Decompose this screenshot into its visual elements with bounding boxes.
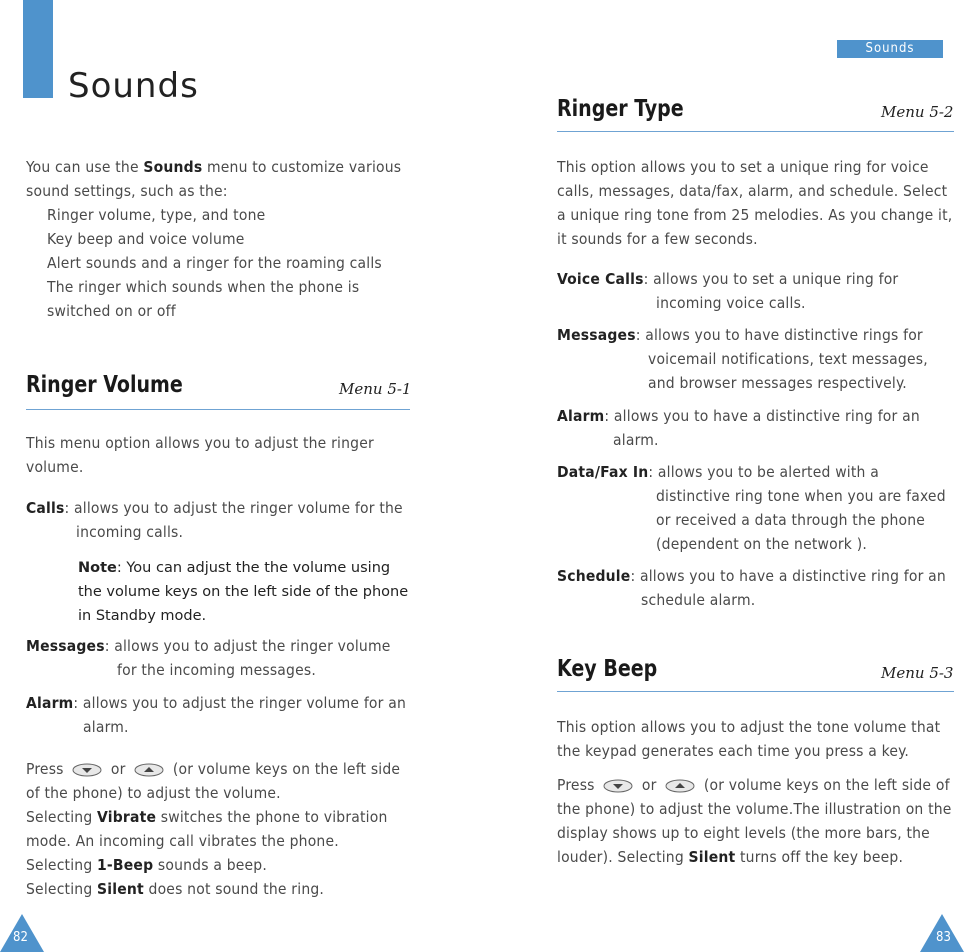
messages-option: Messages: allows you to adjust the ringer volume for the incoming messages. [26, 637, 391, 679]
calls-option: Calls: allows you to adjust the ringer volume for the incoming calls. [26, 499, 403, 541]
intro-paragraph: You can use the Sounds menu to customize various sound settings, such as the: Ringer volume, type, and tone Key beep and voice volume Alert sounds and a ringer for the roaming calls The ringer which sounds when the phone is switched on or off [26, 155, 416, 323]
note-box: Note: You can adjust the the volume using the volume keys on the left side of the phone in Standby mode. [78, 560, 409, 624]
ringer-volume-menu-ref: Menu 5-1 [339, 380, 412, 398]
section-tag: Sounds [837, 40, 943, 58]
key-beep-heading: Key Beep [557, 656, 658, 682]
intro-item: Alert sounds and a ringer for the roaming calls [47, 254, 382, 272]
ringer-type-menu-ref: Menu 5-2 [881, 103, 954, 121]
key-beep-instructions: Press or (or volume keys on the left side of the phone) to adjust the volume.The illustration on the display shows up to eight levels (the more bars, the louder). Selecting Silent turns off the key beep. [557, 776, 952, 866]
schedule-option: Schedule: allows you to have a distinctive ring for an schedule alarm. [557, 567, 946, 609]
intro-item: Ringer volume, type, and tone [47, 206, 266, 224]
ringer-type-heading: Ringer Type [557, 96, 684, 122]
alarm-option: Alarm: allows you to have a distinctive ring for an alarm. [557, 407, 920, 449]
section-divider [557, 131, 954, 132]
page-number: 82 [13, 930, 28, 945]
page-number: 83 [936, 930, 951, 945]
data-fax-option: Data/Fax In: allows you to be alerted with a distinctive ring tone when you are faxed or received a data through the phone (dependent on the network ). [557, 463, 946, 553]
intro-item: switched on or off [47, 302, 176, 320]
ringer-volume-heading: Ringer Volume [26, 372, 183, 398]
volume-instructions: Press or (or volume keys on the left side of the phone) to adjust the volume. Selecting Vibrate switches the phone to vibration mode. An incoming call vibrates the phone. Selecting 1-Beep sounds a beep. Selecting Silent does not sound the ring. [26, 760, 401, 898]
messages-option: Messages: allows you to have distinctive rings for voicemail notifications, text messages, and browser messages respectively. [557, 326, 928, 392]
intro-item: The ringer which sounds when the phone is [47, 278, 360, 296]
voice-calls-option: Voice Calls: allows you to set a unique ring for incoming voice calls. [557, 270, 899, 312]
alarm-option: Alarm: allows you to adjust the ringer volume for an alarm. [26, 694, 406, 736]
key-beep-menu-ref: Menu 5-3 [881, 664, 954, 682]
title-accent-bar [23, 0, 53, 98]
ringer-volume-desc: This menu option allows you to adjust the ringer volume. [26, 434, 374, 476]
key-beep-desc: This option allows you to adjust the tone volume that the keypad generates each time you press a key. [557, 718, 941, 760]
volume-up-key-icon [665, 778, 695, 794]
page-title: Sounds [68, 66, 199, 106]
volume-down-key-icon [72, 762, 102, 778]
ringer-type-desc: This option allows you to set a unique ring for voice calls, messages, data/fax, alarm, and schedule. Select a unique ring tone from 25 melodies. As you change it, it sounds for a few seconds. [557, 158, 953, 248]
volume-down-key-icon [603, 778, 633, 794]
section-divider [26, 409, 410, 410]
intro-item: Key beep and voice volume [47, 230, 245, 248]
section-divider [557, 691, 954, 692]
volume-up-key-icon [134, 762, 164, 778]
